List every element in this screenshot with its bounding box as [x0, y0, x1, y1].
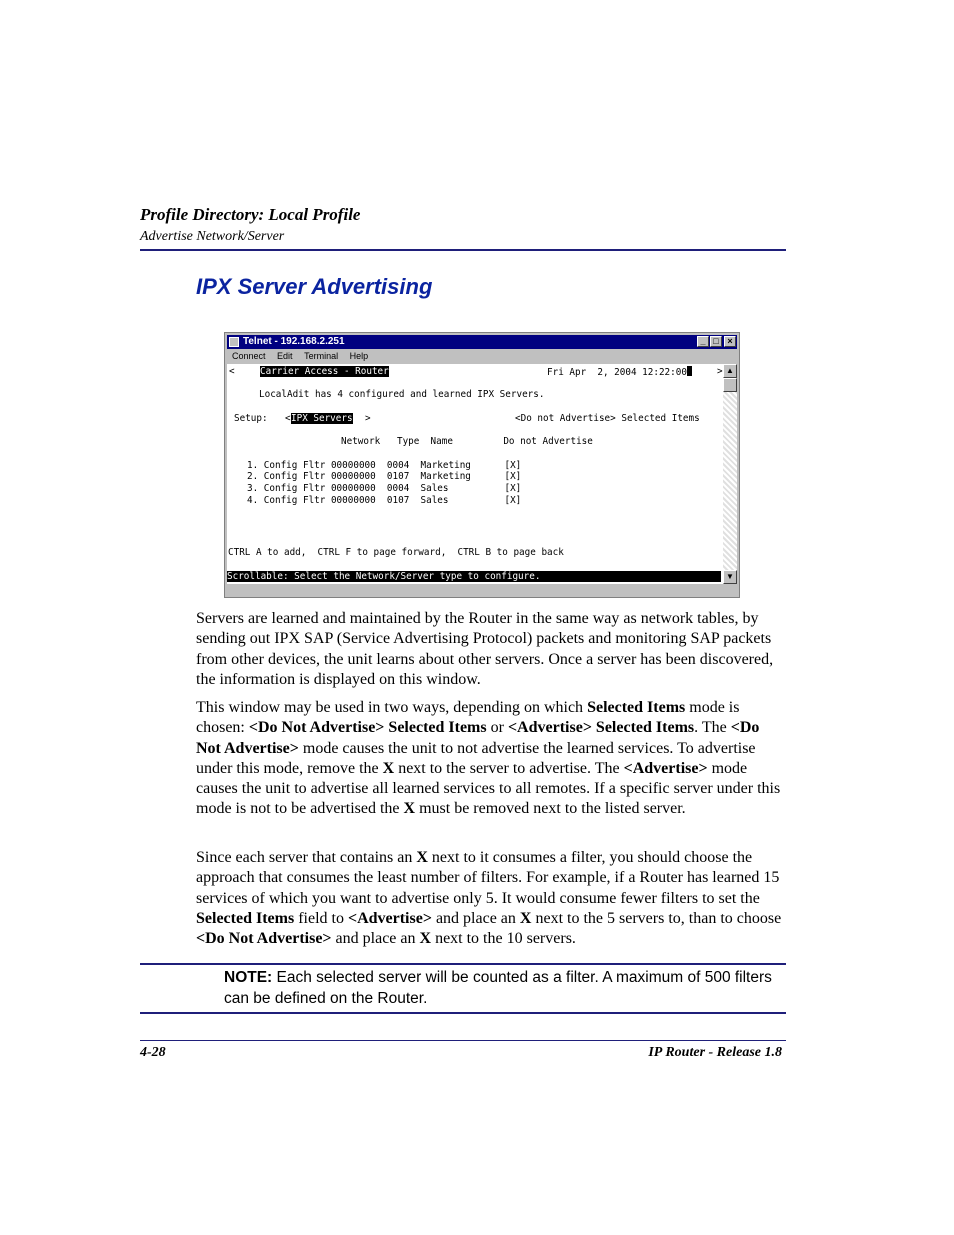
text-run: . The — [694, 719, 731, 737]
paragraph-servers-learned: Servers are learned and maintained by the Router in the same way as network tables, by sending out IPX SAP (Service Advertising Protocol) packets and monitoring SAP packets from other devices, the unit learns about other servers. Once a server has been discovered, the information is displayed on this window. — [196, 610, 774, 688]
bold-term: <Do Not Advertise> — [196, 719, 760, 757]
server-row[interactable]: 4. Config Fltr 00000000 0107 Sales [X] — [247, 495, 522, 506]
maximize-button[interactable]: □ — [710, 336, 722, 347]
bold-term: <Do Not Advertise> Selected Items — [248, 719, 487, 737]
close-button[interactable]: × — [724, 336, 736, 347]
telnet-menu-bar — [227, 350, 737, 363]
shortcut-line: CTRL A to add, CTRL F to page forward, CTRL B to page back — [228, 547, 564, 558]
telnet-title-bar — [227, 335, 737, 349]
text-run: Since each server that contains an — [196, 849, 417, 866]
menu-edit[interactable]: Edit — [277, 351, 293, 361]
datetime-text: Fri Apr 2, 2004 12:22:00 — [547, 367, 687, 378]
bold-term: X — [416, 849, 428, 866]
paragraph-window-modes — [196, 698, 786, 820]
terminal-right-arrow: > — [717, 366, 723, 377]
text-run: or — [486, 719, 508, 737]
bold-term: Selected Items — [196, 909, 295, 927]
bold-term: X — [382, 759, 395, 777]
bold-term: <Do Not Advertise> — [196, 930, 332, 948]
setup-field[interactable]: IPX Servers — [291, 413, 353, 424]
telnet-app-icon — [229, 337, 239, 347]
header-title: Profile Directory: Local Profile — [140, 205, 361, 224]
bold-term: X — [419, 930, 432, 948]
setup-label: Setup: — [234, 413, 268, 424]
terminal-left-arrow: < — [229, 366, 235, 377]
terminal-cursor — [687, 366, 692, 376]
server-row[interactable]: 3. Config Fltr 00000000 0004 Sales [X] — [247, 483, 522, 494]
text-run: mode is chosen: — [196, 699, 740, 737]
telnet-window-title: Telnet - 192.168.2.251 — [243, 336, 345, 347]
header-rule — [140, 249, 786, 251]
scroll-thumb[interactable] — [723, 378, 737, 392]
terminal-info-line: LocalAdit has 4 configured and learned IPX Servers. — [259, 389, 545, 400]
note-body: Each selected server will be counted as a filter. A maximum of 500 filters can be defined on the Router. — [224, 969, 772, 1007]
text-run: mode causes the unit to not advertise the learned services. To advertise under this mode, remove the — [196, 739, 756, 777]
terminal-screen — [227, 364, 723, 584]
text-run: next to the server to advertise. The — [394, 759, 624, 777]
text-run: This window may be used in two ways, depending on which — [196, 699, 588, 716]
server-row[interactable]: 1. Config Fltr 00000000 0004 Marketing [X] — [247, 460, 522, 471]
text-run: next to the 5 servers to, than to choose — [531, 909, 782, 927]
text-run: next to it consumes a filter, you should choose the approach that consumes the least number of filters. For example, if a Router has learned 15 services of which you want to advertise only 5. It would consume fewer filters to set the — [196, 849, 780, 907]
setup-close-bracket: > — [365, 413, 371, 424]
bold-term: <Advertise> — [347, 909, 432, 927]
text-run: field to — [294, 909, 348, 927]
page-number: 4-28 — [140, 1045, 166, 1060]
menu-connect[interactable]: Connect — [232, 351, 266, 361]
text-run: mode causes the unit to advertise all learned services to all remotes. If a specific server under this mode is not to be advertised the — [196, 759, 781, 818]
text-run: and place an — [431, 909, 520, 927]
note-bottom-rule — [140, 1012, 786, 1014]
bold-term: X — [519, 909, 532, 927]
bold-term: Selected Items — [587, 699, 686, 716]
terminal-datetime — [547, 366, 692, 378]
terminal-carrier-header: Carrier Access - Router — [260, 366, 389, 377]
minimize-button[interactable]: _ — [697, 336, 709, 347]
setup-open-bracket: < — [285, 413, 291, 424]
window-bottom-edge — [227, 584, 737, 595]
note-box — [224, 968, 786, 1009]
section-title: IPX Server Advertising — [196, 274, 433, 299]
text-run: next to the 10 servers. — [431, 930, 576, 948]
text-run: must be removed next to the listed server. — [415, 800, 686, 818]
bold-term: <Advertise> Selected Items — [507, 719, 695, 737]
status-line: Scrollable: Select the Network/Server type to configure. — [227, 571, 721, 582]
footer-rule — [140, 1040, 786, 1041]
header-subtitle: Advertise Network/Server — [140, 229, 285, 244]
menu-help[interactable]: Help — [349, 351, 369, 361]
vertical-scrollbar[interactable] — [723, 364, 737, 584]
column-headers: Network Type Name Do not Advertise — [341, 436, 593, 447]
server-row[interactable]: 2. Config Fltr 00000000 0107 Marketing [X] — [247, 471, 522, 482]
bold-term: <Advertise> — [623, 759, 708, 777]
note-label: NOTE: — [224, 969, 273, 986]
scroll-down-icon[interactable]: ▼ — [723, 570, 737, 584]
telnet-window — [224, 332, 740, 598]
menu-terminal[interactable]: Terminal — [304, 351, 339, 361]
selected-items-field[interactable]: <Do not Advertise> Selected Items — [515, 413, 700, 424]
bold-term: X — [403, 800, 416, 818]
document-title: IP Router - Release 1.8 — [648, 1045, 782, 1060]
scroll-up-icon[interactable]: ▲ — [723, 364, 737, 378]
paragraph-filter-approach — [196, 848, 786, 949]
text-run: and place an — [331, 930, 420, 948]
note-top-rule — [140, 963, 786, 965]
